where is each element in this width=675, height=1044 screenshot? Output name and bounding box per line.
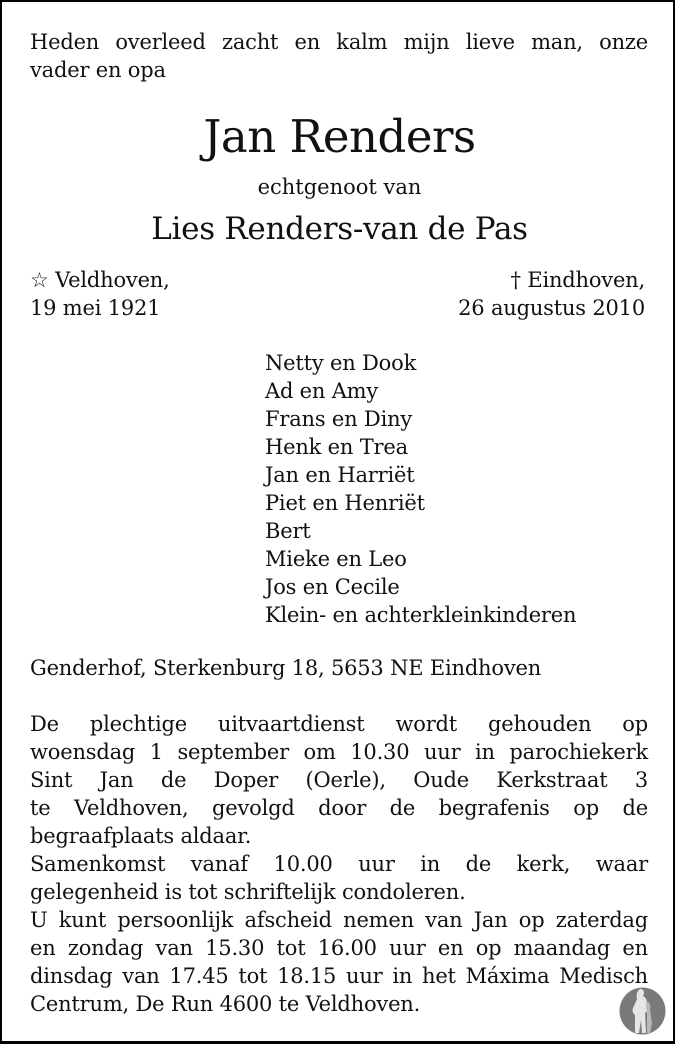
death-info (458, 266, 645, 322)
intro-text (30, 28, 648, 84)
intro-line-2: vader en opa (30, 58, 166, 82)
funeral-line: Sint Jan de Doper (Oerle), Oude Kerkstraat 3 (30, 768, 648, 792)
dagger-icon: † (510, 268, 521, 292)
embracing-figures-logo-icon (619, 987, 666, 1035)
deceased-name: Jan Renders (203, 110, 476, 163)
funeral-line: te Veldhoven, gevolgd door de begrafenis op de (30, 796, 648, 820)
farewell-line: U kunt persoonlijk afscheid nemen van Jan op zaterdag (30, 908, 648, 932)
home-address: Genderhof, Sterkenburg 18, 5653 NE Eindhoven (30, 656, 542, 680)
relation-label: echtgenoot van (257, 175, 422, 199)
family-item: Piet en Henriët (265, 491, 425, 515)
family-list (265, 349, 576, 629)
family-item: Henk en Trea (265, 435, 408, 459)
gathering-line: gelegenheid is tot schriftelijk condoleren. (30, 880, 466, 904)
family-item: Netty en Dook (265, 351, 417, 375)
family-item: Ad en Amy (265, 379, 379, 403)
family-item: Klein- en achterkleinkinderen (265, 603, 577, 627)
funeral-line: woensdag 1 september om 10.30 uur in parochiekerk (30, 740, 648, 764)
funeral-line: begraafplaats aldaar. (30, 824, 252, 848)
funeral-details (30, 710, 648, 1018)
birth-place: Veldhoven, (55, 268, 170, 292)
family-item: Jos en Cecile (265, 575, 400, 599)
farewell-line: dinsdag van 17.45 tot 18.15 uur in het Máxima Medisch (30, 964, 648, 988)
family-item: Mieke en Leo (265, 547, 407, 571)
death-place: Eindhoven, (527, 268, 645, 292)
family-item: Frans en Diny (265, 407, 413, 431)
star-icon: ☆ (30, 268, 49, 292)
intro-line-1: Heden overleed zacht en kalm mijn lieve man, onze (30, 30, 648, 54)
spouse-name: Lies Renders-van de Pas (151, 211, 528, 247)
family-item: Bert (265, 519, 311, 543)
family-item: Jan en Harriët (265, 463, 415, 487)
farewell-line: Centrum, De Run 4600 te Veldhoven. (30, 992, 421, 1016)
birth-place-line (30, 266, 170, 294)
farewell-line: en zondag van 15.30 tot 16.00 uur en op maandag en (30, 936, 648, 960)
birth-date: 19 mei 1921 (30, 296, 161, 320)
gathering-line: Samenkomst vanaf 10.00 uur in de kerk, waar (30, 852, 648, 876)
funeral-line: De plechtige uitvaartdienst wordt gehouden op (30, 712, 648, 736)
death-place-line (458, 266, 645, 294)
birth-info (30, 266, 170, 322)
death-date: 26 augustus 2010 (458, 296, 645, 320)
